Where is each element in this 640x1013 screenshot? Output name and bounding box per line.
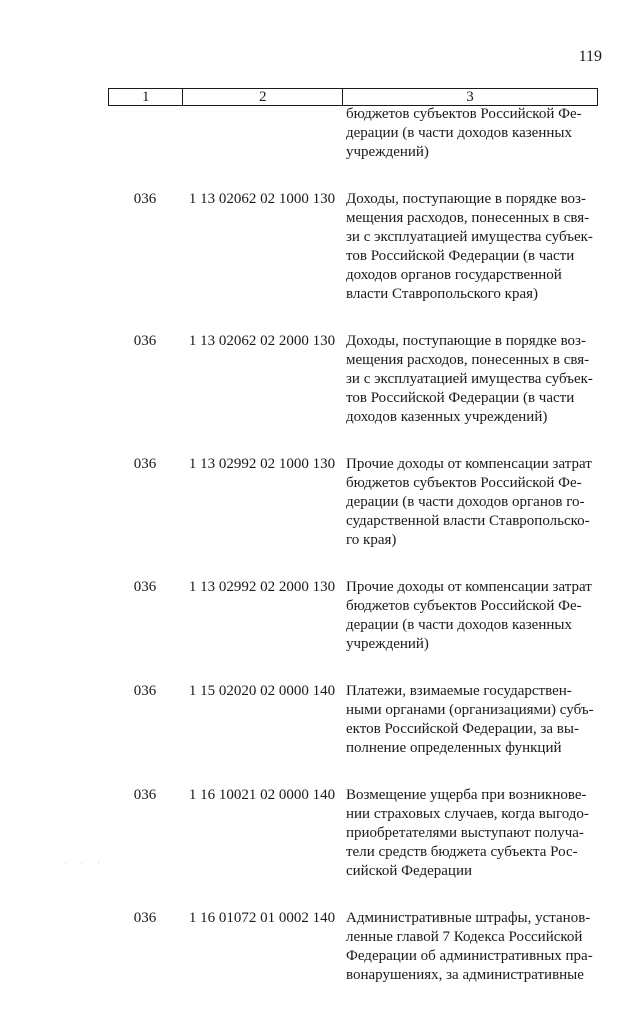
admin-code: 036 (133, 333, 157, 349)
income-code: 1 15 02020 02 0000 140 (188, 683, 336, 699)
continuation-code-cell (182, 105, 342, 162)
table-row (108, 909, 598, 985)
admin-code: 036 (133, 910, 157, 926)
continuation-row (108, 105, 598, 162)
income-name: Доходы, поступающие в порядке воз- мещения расходов, понесенных в свя- зи с эксплуатацией имущества субъек- тов Российской Федерации (в части доходов органов государственной власти Ставропольского края) (346, 191, 593, 302)
continuation-text: бюджетов субъектов Российской Фе- дерации (в части доходов казенных учреждений) (346, 106, 582, 160)
income-code: 1 13 02992 02 1000 130 (188, 456, 336, 472)
table-row (108, 786, 598, 881)
income-code: 1 16 10021 02 0000 140 (188, 787, 336, 803)
column-header-2: 2 (183, 89, 343, 106)
table-row (108, 455, 598, 550)
table-row (108, 578, 598, 654)
column-header-3: 3 (343, 89, 598, 106)
income-code: 1 13 02992 02 2000 130 (188, 579, 336, 595)
table-row (108, 682, 598, 758)
column-header-1: 1 (109, 89, 183, 106)
income-code: 1 16 01072 01 0002 140 (188, 910, 336, 926)
continuation-admin-cell (108, 105, 182, 162)
income-code-list (108, 105, 598, 1013)
table-row (108, 332, 598, 427)
table-row (108, 190, 598, 304)
income-name: Прочие доходы от компенсации затрат бюджетов субъектов Российской Фе- дерации (в части доходов органов го- сударственной власти Ставропольско- го края) (346, 456, 592, 548)
admin-code: 036 (133, 683, 157, 699)
income-name: Доходы, поступающие в порядке воз- мещения расходов, понесенных в свя- зи с эксплуатацией имущества субъек- тов Российской Федерации (в части доходов казенных учреждений) (346, 333, 593, 425)
admin-code: 036 (133, 191, 157, 207)
income-name: Возмещение ущерба при возникнове- нии страховых случаев, когда выгодо- приобретателями выступают получа- тели средств бюджета субъекта Рос- сийской Федерации (346, 787, 589, 879)
admin-code: 036 (133, 787, 157, 803)
income-name: Прочие доходы от компенсации затрат бюджетов субъектов Российской Фе- дерации (в части доходов казенных учреждений) (346, 579, 592, 652)
income-code: 1 13 02062 02 2000 130 (188, 333, 336, 349)
income-name: Платежи, взимаемые государствен- ными органами (организациями) субъ- ектов Российской Федерации, за вы- полнение определенных функций (346, 683, 594, 756)
admin-code: 036 (133, 456, 157, 472)
scan-artifact: · · · (64, 859, 106, 868)
page-number: 119 (578, 48, 602, 65)
income-name: Административные штрафы, установ- ленные главой 7 Кодекса Российской Федерации об административных пра- вонарушениях, за административные (346, 910, 593, 983)
column-header-table (108, 88, 598, 106)
income-code: 1 13 02062 02 1000 130 (188, 191, 336, 207)
admin-code: 036 (133, 579, 157, 595)
column-header-row (109, 89, 598, 106)
